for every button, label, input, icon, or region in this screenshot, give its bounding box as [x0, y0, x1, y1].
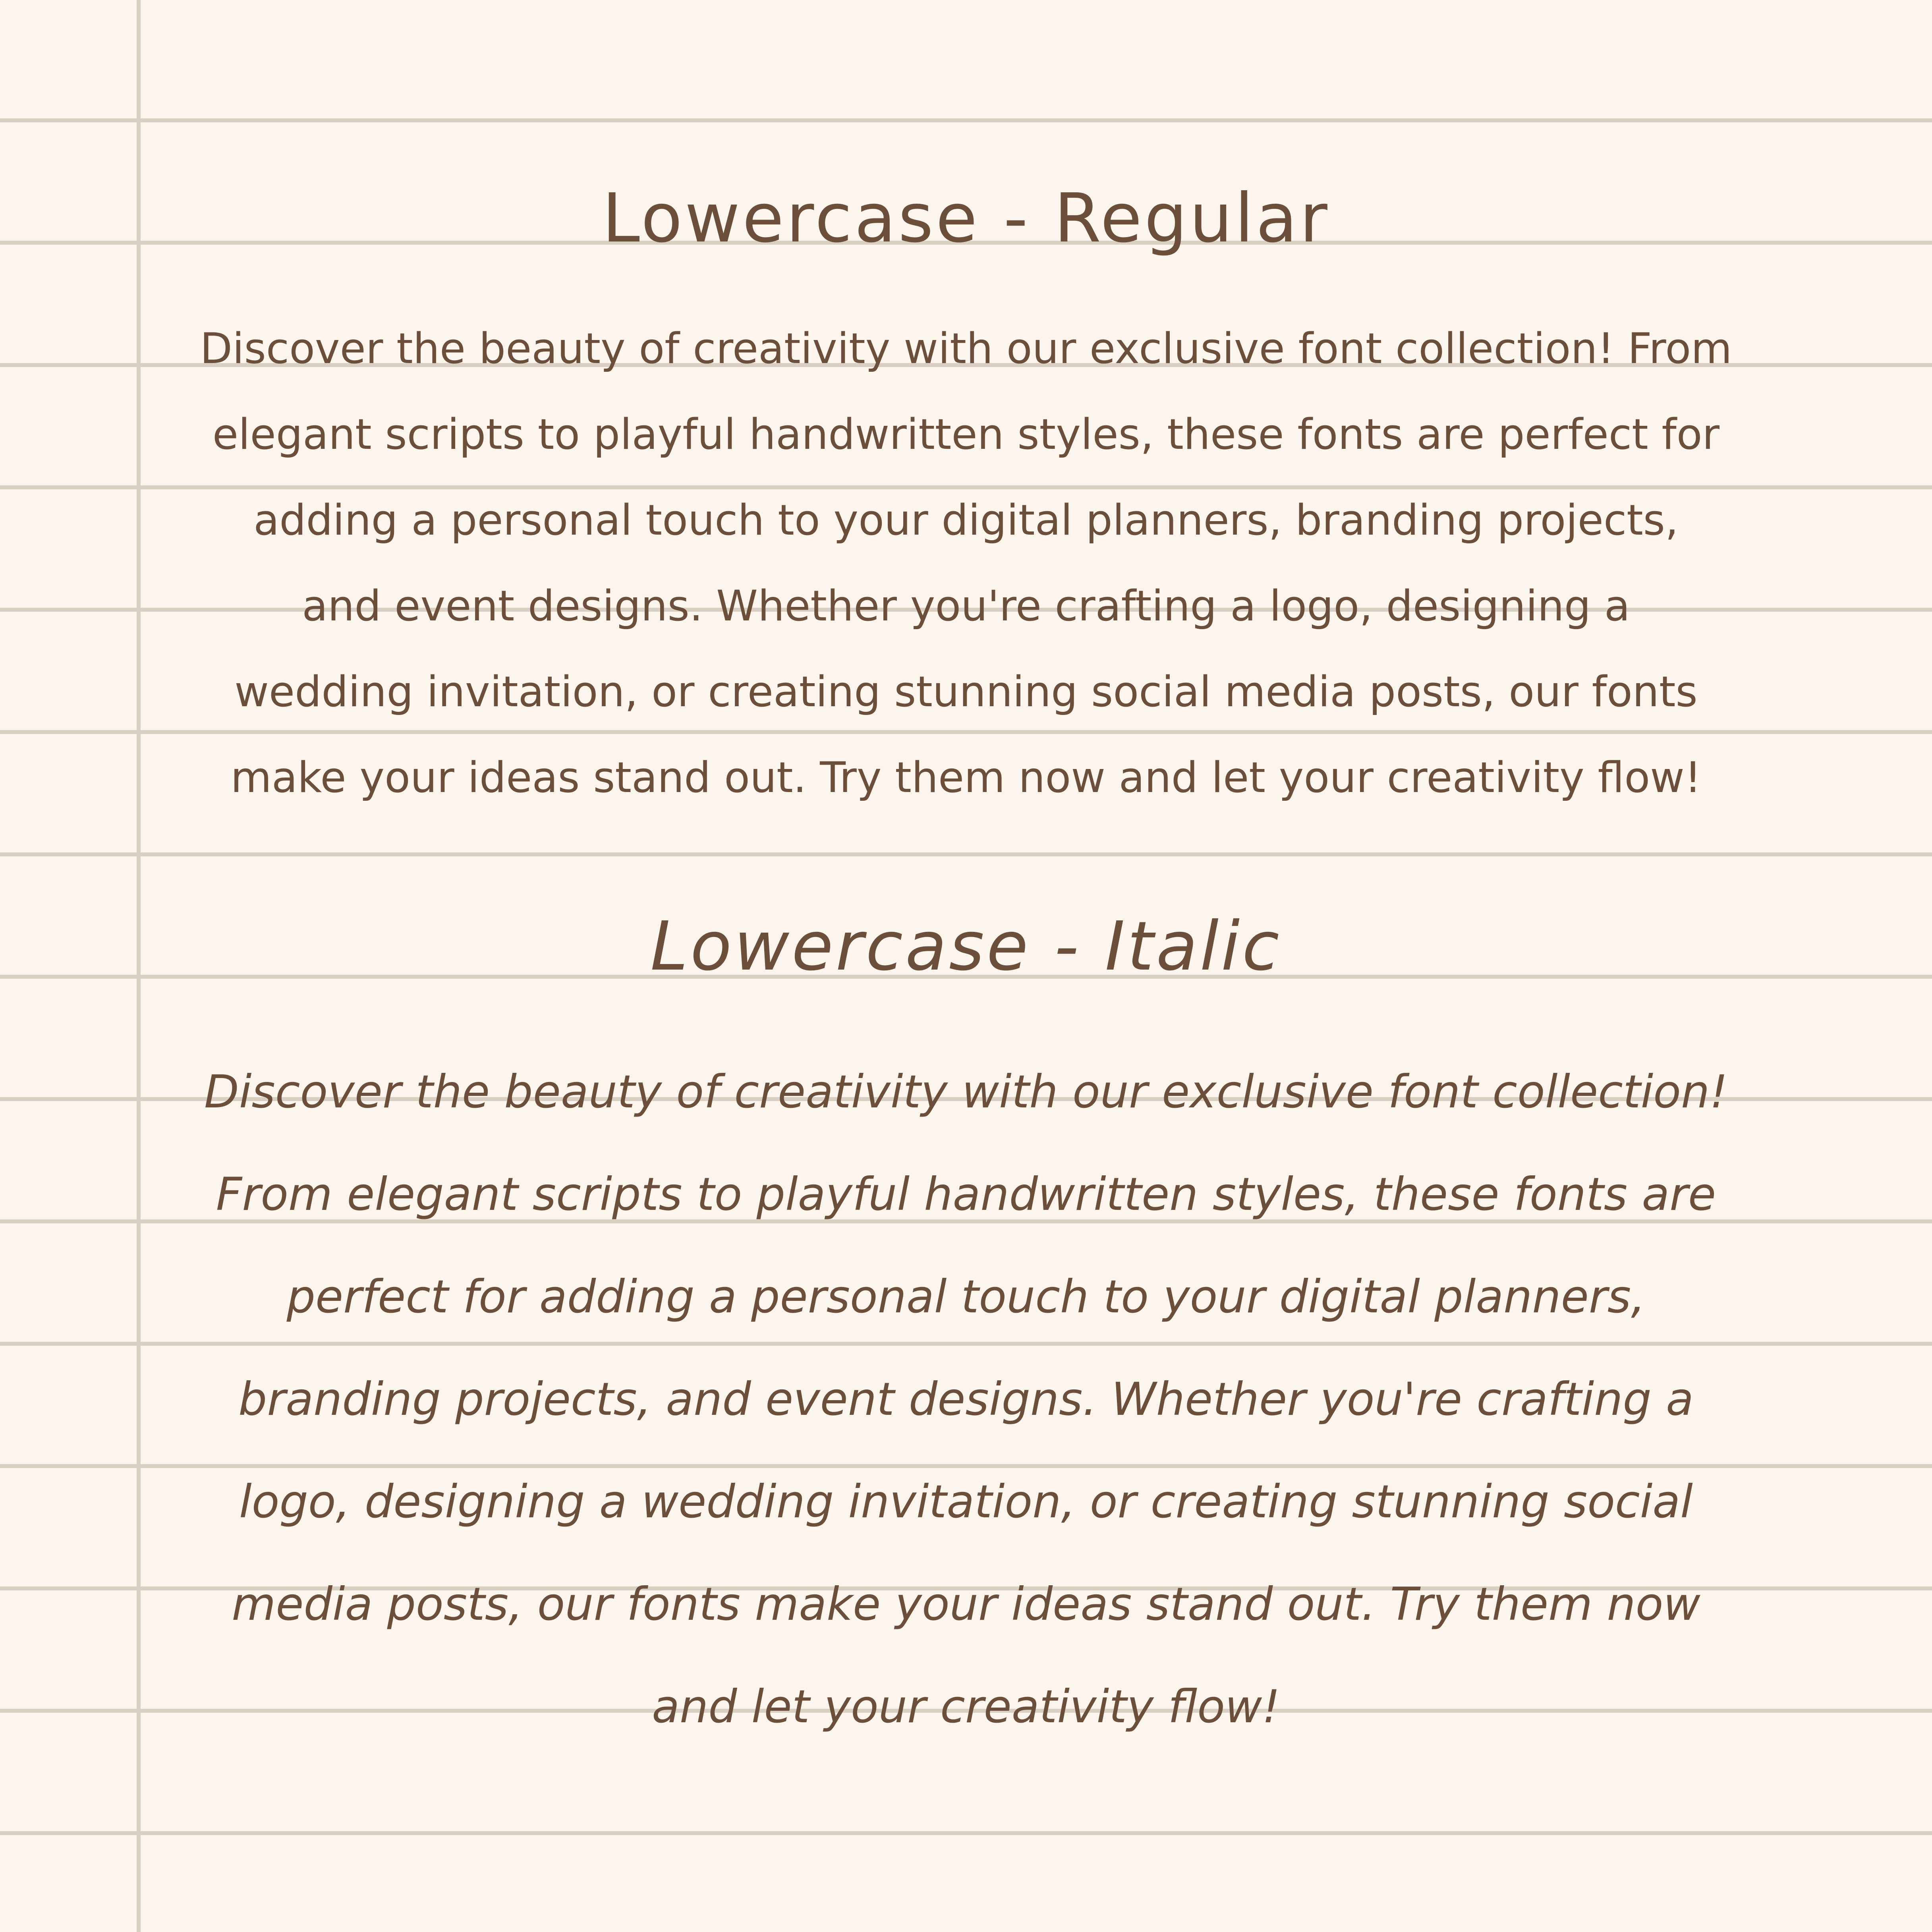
paragraph-line: and let your creativity flow!: [652, 1680, 1280, 1733]
paragraph-line: elegant scripts to playful handwritten styles, these fonts are perfect for: [212, 410, 1720, 459]
paragraph-line: perfect for adding a personal touch to your digital planners,: [286, 1270, 1646, 1323]
paragraph-regular: [195, 306, 1737, 821]
paragraph-line: Discover the beauty of creativity with our exclusive font collection! From: [200, 324, 1732, 373]
paragraph-line: logo, designing a wedding invitation, or creating stunning social: [239, 1475, 1693, 1528]
paragraph-line: wedding invitation, or creating stunning social media posts, our fonts: [234, 667, 1698, 716]
heading-italic: Lowercase - Italic: [650, 907, 1282, 986]
paragraph-line: Discover the beauty of creativity with our exclusive font collection!: [204, 1065, 1728, 1118]
paragraph-line: media posts, our fonts make your ideas stand out. Try them now: [232, 1578, 1700, 1631]
paragraph-line: From elegant scripts to playful handwritten styles, these fonts are: [216, 1168, 1716, 1221]
paragraph-line: branding projects, and event designs. Whether you're crafting a: [238, 1373, 1694, 1426]
margin-line: [137, 0, 141, 1932]
paragraph-line: make your ideas stand out. Try them now and let your creativity flow!: [230, 753, 1702, 802]
paragraph-line: and event designs. Whether you're crafting a logo, designing a: [302, 582, 1630, 630]
paragraph-italic: [195, 1041, 1737, 1758]
heading-regular: Lowercase - Regular: [602, 179, 1330, 258]
paragraph-line: adding a personal touch to your digital planners, branding projects,: [253, 496, 1679, 545]
